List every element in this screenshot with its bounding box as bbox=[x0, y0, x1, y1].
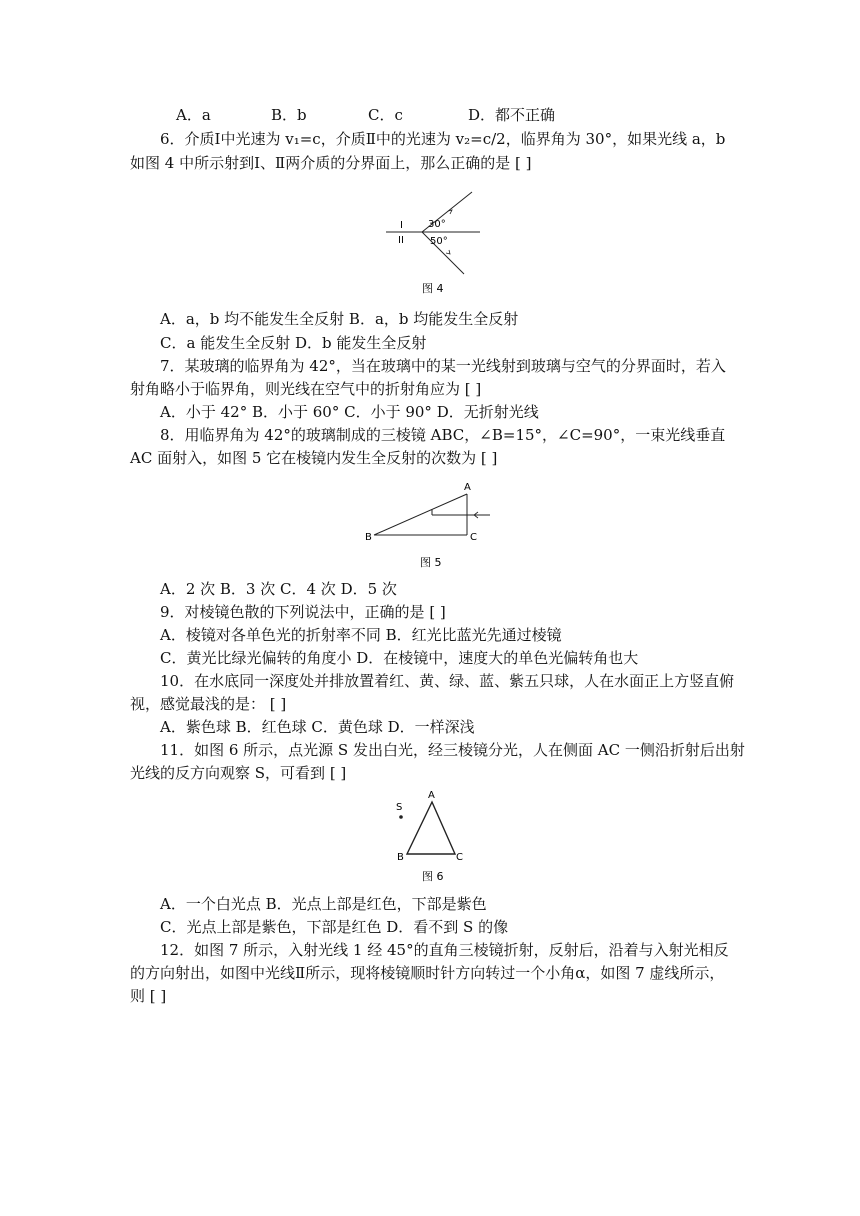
q6-stem-line2: 如图 4 中所示射到Ⅰ、Ⅱ两介质的分界面上，那么正确的是 [ ] bbox=[130, 154, 532, 172]
figure-6 bbox=[390, 784, 470, 884]
q8-stem-line1: 8．用临界角为 42°的玻璃制成的三棱镜 ABC，∠B=15°，∠C=90°，一束光线垂直 bbox=[160, 426, 726, 444]
q11-option-line1: A．一个白光点 B．光点上部是红色，下部是紫色 bbox=[160, 895, 487, 913]
q12-stem-line2: 的方向射出，如图中光线Ⅱ所示，现将棱镜顺时针方向转过一个小角α，如图 7 虚线所示， bbox=[130, 964, 725, 982]
q10-stem-line1: 10．在水底同一深度处并排放置着红、黄、绿、蓝、紫五只球，人在水面正上方竖直俯 bbox=[160, 672, 735, 690]
q11-option-line2: C．光点上部是紫色，下部是红色 D．看不到 S 的像 bbox=[160, 918, 509, 936]
q5-option-a: A．a bbox=[176, 106, 211, 124]
q9-option-line1: A．棱镜对各单色光的折射率不同 B．红光比蓝光先通过棱镜 bbox=[160, 626, 562, 644]
q10-stem-line2: 视，感觉最浅的是： [ ] bbox=[130, 695, 287, 713]
q11-stem-line1: 11．如图 6 所示，点光源 S 发出白光，经三棱镜分光，人在侧面 AC 一侧沿折射后出射 bbox=[160, 741, 745, 759]
q8-options: A．2 次 B．3 次 C．4 次 D．5 次 bbox=[160, 580, 397, 598]
fig4-label-II: II bbox=[398, 235, 404, 246]
fig4-label-I: I bbox=[400, 220, 403, 231]
q6-option-line1: A．a，b 均不能发生全反射 B．a，b 均能发生全反射 bbox=[160, 310, 519, 328]
figure-4 bbox=[378, 186, 488, 302]
q7-stem-line2: 射角略小于临界角，则光线在空气中的折射角应为 [ ] bbox=[130, 380, 482, 398]
q5-option-c: C．c bbox=[368, 106, 403, 124]
q9-stem: 9．对棱镜色散的下列说法中，正确的是 [ ] bbox=[160, 603, 446, 621]
fig5-caption: 图 5 bbox=[420, 556, 442, 569]
q5-options bbox=[176, 104, 555, 126]
fig5-vertex-B: B bbox=[365, 532, 372, 543]
q7-options: A．小于 42° B．小于 60° C．小于 90° D．无折射光线 bbox=[160, 403, 539, 421]
fig6-vertex-C: C bbox=[456, 852, 463, 863]
fig6-vertex-A: A bbox=[428, 790, 435, 801]
q5-option-b: B．b bbox=[271, 106, 307, 124]
q12-stem-line1: 12．如图 7 所示，入射光线 1 经 45°的直角三棱镜折射，反射后，沿着与入射光相反 bbox=[160, 941, 729, 959]
q8-stem-line2: AC 面射入，如图 5 它在棱镜内发生全反射的次数为 [ ] bbox=[130, 449, 498, 467]
q5-option-d: D．都不正确 bbox=[468, 106, 556, 124]
q6-option-line2: C．a 能发生全反射 D．b 能发生全反射 bbox=[160, 334, 427, 352]
q10-options: A．紫色球 B．红色球 C．黄色球 D．一样深浅 bbox=[160, 718, 475, 736]
fig6-caption: 图 6 bbox=[422, 870, 444, 883]
fig5-vertex-A: A bbox=[464, 482, 471, 493]
figure-5 bbox=[362, 480, 502, 570]
q7-stem-line1: 7．某玻璃的临界角为 42°，当在玻璃中的某一光线射到玻璃与空气的分界面时，若入 bbox=[160, 357, 726, 375]
fig6-vertex-B: B bbox=[397, 852, 404, 863]
fig4-angle-30: 30° bbox=[428, 219, 446, 230]
fig4-caption: 图 4 bbox=[422, 282, 444, 295]
q12-stem-line3: 则 [ ] bbox=[130, 987, 167, 1005]
q11-stem-line2: 光线的反方向观察 S，可看到 [ ] bbox=[130, 764, 347, 782]
fig6-source-S: S bbox=[396, 802, 403, 813]
q6-stem-line1: 6．介质Ⅰ中光速为 v₁=c，介质Ⅱ中的光速为 v₂=c/2，临界角为 30°，如果光线 a，b bbox=[160, 130, 726, 148]
fig4-angle-50: 50° bbox=[430, 236, 448, 247]
fig5-vertex-C: C bbox=[470, 532, 477, 543]
q9-option-line2: C．黄光比绿光偏转的角度小 D．在棱镜中，速度大的单色光偏转角也大 bbox=[160, 649, 639, 667]
